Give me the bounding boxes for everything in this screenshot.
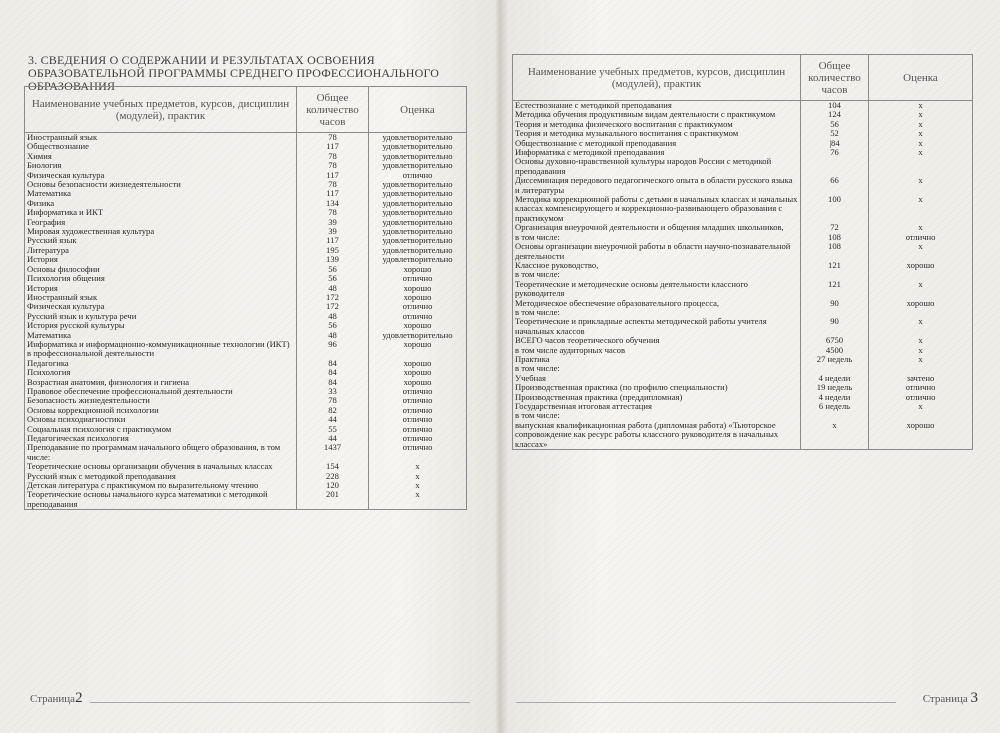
hours-cell: 4500 xyxy=(801,346,869,355)
grade-cell: хорошо xyxy=(369,340,467,359)
subject-cell: Мировая художественная культура xyxy=(25,227,297,236)
table-row xyxy=(25,199,467,208)
grade-cell: х xyxy=(869,402,973,411)
subject-cell: Основы духовно-нравственной культуры народов России с методикой преподавания xyxy=(513,157,801,176)
hours-cell xyxy=(801,157,869,176)
table-row xyxy=(25,302,467,311)
subject-cell: Русский язык xyxy=(25,236,297,245)
grade-cell: удовлетворительно xyxy=(369,133,467,143)
subject-cell: в том числе: xyxy=(513,270,801,279)
hours-cell: 90 xyxy=(801,299,869,308)
grade-cell: отлично xyxy=(369,406,467,415)
page-footer xyxy=(30,690,83,707)
grade-cell: хорошо xyxy=(369,265,467,274)
subject-cell: Педагогика xyxy=(25,359,297,368)
grade-cell: отлично xyxy=(369,387,467,396)
subject-cell: Физическая культура xyxy=(25,171,297,180)
table-row xyxy=(513,402,973,411)
grade-cell: отлично xyxy=(869,233,973,242)
grade-cell xyxy=(869,157,973,176)
subject-cell: в том числе: xyxy=(513,233,801,242)
subject-cell: Информатика и ИКТ xyxy=(25,208,297,217)
table-row xyxy=(513,101,973,111)
hours-cell: 84 xyxy=(297,368,369,377)
grade-cell: хорошо xyxy=(369,284,467,293)
grade-cell: отлично xyxy=(369,171,467,180)
hours-cell: 52 xyxy=(801,129,869,138)
hours-cell: 228 xyxy=(297,472,369,481)
subject-cell: Основы психодиагностики xyxy=(25,415,297,424)
hours-cell: х xyxy=(801,421,869,450)
subject-cell: Теоретические и прикладные аспекты методической работы учителя начальных классов xyxy=(513,317,801,336)
hours-cell: 4 недели xyxy=(801,393,869,402)
table-row xyxy=(513,336,973,345)
table-row xyxy=(513,139,973,148)
hours-cell: 39 xyxy=(297,218,369,227)
table-row xyxy=(513,233,973,242)
grade-cell xyxy=(869,270,973,279)
table-row xyxy=(513,148,973,157)
hours-cell: 78 xyxy=(297,208,369,217)
table-row xyxy=(25,161,467,170)
table-row xyxy=(25,312,467,321)
table-row xyxy=(513,393,973,402)
hours-cell: 117 xyxy=(297,236,369,245)
hours-cell: 19 недель xyxy=(801,383,869,392)
table-row xyxy=(25,293,467,302)
grade-cell: удовлетворительно xyxy=(369,189,467,198)
subject-cell: Детская литература с практикумом по выразительному чтению xyxy=(25,481,297,490)
subject-cell: Русский язык с методикой преподавания xyxy=(25,472,297,481)
table-row xyxy=(513,242,973,261)
table-row xyxy=(25,265,467,274)
table-row xyxy=(513,120,973,129)
hours-cell: 66 xyxy=(801,176,869,195)
hours-cell: 201 xyxy=(297,490,369,509)
grade-cell: х xyxy=(869,176,973,195)
hours-cell: 121 xyxy=(801,280,869,299)
grade-cell: х xyxy=(869,129,973,138)
subject-cell: Биология xyxy=(25,161,297,170)
hours-cell: 117 xyxy=(297,142,369,151)
grade-cell: хорошо xyxy=(369,368,467,377)
header-grade: Оценка xyxy=(369,87,467,133)
footer-label: Страница xyxy=(922,693,968,705)
hours-cell xyxy=(801,364,869,373)
footer-label: Страница xyxy=(30,693,76,705)
grade-cell: отлично xyxy=(369,396,467,405)
subject-cell: Физика xyxy=(25,199,297,208)
grade-cell: удовлетворительно xyxy=(369,142,467,151)
page-number: 2 xyxy=(75,690,83,706)
subject-cell: Производственная практика (преддипломная) xyxy=(513,393,801,402)
table-row xyxy=(513,355,973,364)
hours-cell: 78 xyxy=(297,152,369,161)
subject-cell: Психология xyxy=(25,368,297,377)
table-row xyxy=(513,346,973,355)
hours-cell xyxy=(801,308,869,317)
hours-cell: 44 xyxy=(297,434,369,443)
table-row xyxy=(25,180,467,189)
hours-cell: 84 xyxy=(297,359,369,368)
subject-cell: Возрастная анатомия, физиология и гигиена xyxy=(25,378,297,387)
hours-cell: 172 xyxy=(297,302,369,311)
grade-cell: хорошо xyxy=(369,378,467,387)
subject-cell: Организация внеурочной деятельности и общения младших школьников, xyxy=(513,223,801,232)
grade-cell: удовлетворительно xyxy=(369,227,467,236)
header-subject: Наименование учебных предметов, курсов, дисциплин (модулей), практик xyxy=(25,87,297,133)
hours-cell: 78 xyxy=(297,180,369,189)
subject-cell: Информатика с методикой преподавания xyxy=(513,148,801,157)
subject-cell: в том числе: xyxy=(513,364,801,373)
footer-line xyxy=(516,702,896,703)
header-grade: Оценка xyxy=(869,55,973,101)
hours-cell: 33 xyxy=(297,387,369,396)
subject-cell: История xyxy=(25,284,297,293)
grade-cell: х xyxy=(869,355,973,364)
hours-cell: |84 xyxy=(801,139,869,148)
page-number: 3 xyxy=(970,690,978,706)
table-row xyxy=(513,110,973,119)
subject-cell: Теоретические и методические основы деятельности классного руководителя xyxy=(513,280,801,299)
subject-cell: Физическая культура xyxy=(25,302,297,311)
table-row xyxy=(25,434,467,443)
subject-cell: Классное руководство, xyxy=(513,261,801,270)
grade-cell: х xyxy=(869,148,973,157)
page-footer xyxy=(923,690,978,707)
grade-cell: х xyxy=(869,280,973,299)
subject-cell: Математика xyxy=(25,189,297,198)
footer-line xyxy=(90,702,470,703)
table-row xyxy=(513,299,973,308)
table-row xyxy=(25,142,467,151)
subject-cell: в том числе аудиторных часов xyxy=(513,346,801,355)
hours-cell: 108 xyxy=(801,233,869,242)
subject-cell: Преподавание по программам начального общего образования, в том числе: xyxy=(25,443,297,462)
table-row xyxy=(25,246,467,255)
table-row xyxy=(513,308,973,317)
table-row xyxy=(25,396,467,405)
table-row xyxy=(25,378,467,387)
hours-cell: 90 xyxy=(801,317,869,336)
subject-cell: Методическое обеспечение образовательного процесса, xyxy=(513,299,801,308)
subject-cell: Обществознание с методикой преподавания xyxy=(513,139,801,148)
hours-cell: 44 xyxy=(297,415,369,424)
table-row xyxy=(513,383,973,392)
subject-cell: Правовое обеспечение профессиональной деятельности xyxy=(25,387,297,396)
subject-cell: Социальная психология с практикумом xyxy=(25,425,297,434)
subject-cell: в том числе: xyxy=(513,308,801,317)
table-row xyxy=(25,133,467,143)
table-row xyxy=(25,359,467,368)
subject-cell: История xyxy=(25,255,297,264)
grade-cell: х xyxy=(369,472,467,481)
subject-cell: Теоретические основы организации обучения в начальных классах xyxy=(25,462,297,471)
table-row xyxy=(513,364,973,373)
subject-cell: Иностранный язык xyxy=(25,293,297,302)
grade-cell: х xyxy=(869,336,973,345)
grade-cell: удовлетворительно xyxy=(369,218,467,227)
hours-cell: 172 xyxy=(297,293,369,302)
subject-cell: Основы коррекционной психологии xyxy=(25,406,297,415)
grade-cell: хорошо xyxy=(869,261,973,270)
subject-cell: ВСЕГО часов теоретического обучения xyxy=(513,336,801,345)
subject-cell: История русской культуры xyxy=(25,321,297,330)
table-row xyxy=(513,280,973,299)
hours-cell: 48 xyxy=(297,284,369,293)
grade-cell: х xyxy=(869,139,973,148)
subject-cell: Теория и методика физического воспитания с практикумом xyxy=(513,120,801,129)
table-row xyxy=(25,425,467,434)
table-row xyxy=(25,462,467,471)
subject-cell: Обществознание xyxy=(25,142,297,151)
subject-cell: Практика xyxy=(513,355,801,364)
hours-cell: 104 xyxy=(801,101,869,111)
grade-cell: х xyxy=(869,242,973,261)
table-row xyxy=(513,195,973,223)
grade-cell: хорошо xyxy=(369,359,467,368)
table-row xyxy=(25,406,467,415)
hours-cell: 96 xyxy=(297,340,369,359)
hours-cell: 48 xyxy=(297,312,369,321)
grade-cell: хорошо xyxy=(869,299,973,308)
header-hours: Общее количество часов xyxy=(297,87,369,133)
right-table-body xyxy=(513,101,973,450)
hours-cell: 1437 xyxy=(297,443,369,462)
table-row xyxy=(25,227,467,236)
subject-cell: Основы безопасности жизнедеятельности xyxy=(25,180,297,189)
hours-cell: 117 xyxy=(297,171,369,180)
table-row xyxy=(513,223,973,232)
subject-cell: Математика xyxy=(25,331,297,340)
grade-cell: х xyxy=(869,195,973,223)
hours-cell: 6 недель xyxy=(801,402,869,411)
subject-cell: Русский язык и культура речи xyxy=(25,312,297,321)
grade-cell: отлично xyxy=(369,312,467,321)
grade-cell: зачтено xyxy=(869,374,973,383)
grade-cell xyxy=(869,308,973,317)
subject-cell: Государственная итоговая аттестация xyxy=(513,402,801,411)
subject-cell: Основы философии xyxy=(25,265,297,274)
grade-cell: удовлетворительно xyxy=(369,255,467,264)
hours-cell: 56 xyxy=(801,120,869,129)
subject-cell: Безопасность жизнедеятельности xyxy=(25,396,297,405)
table-row xyxy=(513,317,973,336)
hours-cell: 139 xyxy=(297,255,369,264)
table-row xyxy=(25,218,467,227)
table-row xyxy=(513,176,973,195)
subject-cell: Диссеминация передового педагогического опыта в области русского языка и литературы xyxy=(513,176,801,195)
subject-cell: в том числе: xyxy=(513,411,801,420)
grade-cell: х xyxy=(369,490,467,509)
table-row xyxy=(25,236,467,245)
hours-cell: 4 недели xyxy=(801,374,869,383)
table-row xyxy=(25,189,467,198)
hours-cell: 55 xyxy=(297,425,369,434)
hours-cell: 76 xyxy=(801,148,869,157)
hours-cell: 117 xyxy=(297,189,369,198)
hours-cell: 72 xyxy=(801,223,869,232)
table-row xyxy=(25,274,467,283)
table-row xyxy=(25,152,467,161)
grade-cell: х xyxy=(869,110,973,119)
subject-cell: Психология общения xyxy=(25,274,297,283)
hours-cell: 195 xyxy=(297,246,369,255)
table-row xyxy=(513,129,973,138)
table-row xyxy=(25,490,467,509)
grade-cell: удовлетворительно xyxy=(369,236,467,245)
table-row xyxy=(513,411,973,420)
grade-cell: хорошо xyxy=(369,293,467,302)
table-row xyxy=(25,443,467,462)
grade-cell: отлично xyxy=(369,425,467,434)
left-page xyxy=(0,0,496,733)
table-row xyxy=(25,255,467,264)
hours-cell: 56 xyxy=(297,274,369,283)
subject-cell: Производственная практика (по профилю специальности) xyxy=(513,383,801,392)
table-row xyxy=(25,321,467,330)
hours-cell: 120 xyxy=(297,481,369,490)
grade-cell: удовлетворительно xyxy=(369,152,467,161)
hours-cell: 134 xyxy=(297,199,369,208)
hours-cell: 78 xyxy=(297,161,369,170)
subject-cell: Педагогическая психология xyxy=(25,434,297,443)
hours-cell: 84 xyxy=(297,378,369,387)
grade-cell: отлично xyxy=(369,443,467,462)
table-row xyxy=(25,208,467,217)
subject-cell: Химия xyxy=(25,152,297,161)
subject-cell: География xyxy=(25,218,297,227)
hours-cell: 48 xyxy=(297,331,369,340)
grade-cell: х xyxy=(369,462,467,471)
right-grades-table xyxy=(512,54,973,450)
table-row xyxy=(513,374,973,383)
subject-cell: Теоретические основы начального курса математики с методикой преподавания xyxy=(25,490,297,509)
grade-cell: хорошо xyxy=(369,321,467,330)
subject-cell: Информатика и информационно-коммуникационные технологии (ИКТ) в профессиональной деятельности xyxy=(25,340,297,359)
hours-cell: 82 xyxy=(297,406,369,415)
grade-cell: удовлетворительно xyxy=(369,161,467,170)
grade-cell: отлично xyxy=(369,274,467,283)
grade-cell: х xyxy=(869,223,973,232)
grade-cell xyxy=(869,364,973,373)
hours-cell: 100 xyxy=(801,195,869,223)
header-hours: Общее количество часов xyxy=(801,55,869,101)
table-row xyxy=(513,261,973,270)
subject-cell: Теория и методика музыкального воспитания с практикумом xyxy=(513,129,801,138)
table-row xyxy=(25,340,467,359)
table-row xyxy=(25,481,467,490)
grade-cell: удовлетворительно xyxy=(369,208,467,217)
grade-cell: удовлетворительно xyxy=(369,331,467,340)
hours-cell: 78 xyxy=(297,396,369,405)
section-title: 3. СВЕДЕНИЯ О СОДЕРЖАНИИ И РЕЗУЛЬТАТАХ ОСВОЕНИЯ ОБРАЗОВАТЕЛЬНОЙ ПРОГРАММЫ СРЕДНЕГО ПРОФЕССИОНАЛЬНОГО ОБРАЗОВАНИЯ xyxy=(28,53,440,93)
table-row xyxy=(513,157,973,176)
hours-cell: 124 xyxy=(801,110,869,119)
hours-cell: 56 xyxy=(297,265,369,274)
grade-cell: х xyxy=(869,317,973,336)
table-row xyxy=(25,472,467,481)
grade-cell: удовлетворительно xyxy=(369,180,467,189)
grade-cell: хорошо xyxy=(869,421,973,450)
left-grades-table xyxy=(24,86,467,510)
grade-cell: х xyxy=(869,346,973,355)
table-row xyxy=(513,270,973,279)
hours-cell xyxy=(801,411,869,420)
subject-cell: Основы организации внеурочной работы в области научно-познавательной деятельности xyxy=(513,242,801,261)
hours-cell: 78 xyxy=(297,133,369,143)
table-row xyxy=(25,331,467,340)
grade-cell: удовлетворительно xyxy=(369,199,467,208)
grade-cell: отлично xyxy=(369,302,467,311)
table-row xyxy=(25,171,467,180)
hours-cell xyxy=(801,270,869,279)
subject-cell: выпускная квалификационная работа (дипломная работа) «Тьюторское сопровождение как ресурс работы классного руководителя в начальных классах» xyxy=(513,421,801,450)
subject-cell: Естествознание с методикой преподавания xyxy=(513,101,801,111)
hours-cell: 154 xyxy=(297,462,369,471)
table-row xyxy=(25,284,467,293)
grade-cell: отлично xyxy=(869,383,973,392)
subject-cell: Учебная xyxy=(513,374,801,383)
hours-cell: 27 недель xyxy=(801,355,869,364)
table-row xyxy=(25,368,467,377)
subject-cell: Иностранный язык xyxy=(25,133,297,143)
grade-cell: х xyxy=(869,101,973,111)
subject-cell: Методика коррекционной работы с детьми в начальных классах и начальных классах компенсирующего и коррекционно-развивающего образования с практикумом xyxy=(513,195,801,223)
grade-cell: отлично xyxy=(869,393,973,402)
hours-cell: 121 xyxy=(801,261,869,270)
grade-cell: х xyxy=(369,481,467,490)
grade-cell xyxy=(869,411,973,420)
grade-cell: удовлетворительно xyxy=(369,246,467,255)
hours-cell: 6750 xyxy=(801,336,869,345)
left-table-body xyxy=(25,133,467,510)
table-row xyxy=(513,421,973,450)
subject-cell: Литература xyxy=(25,246,297,255)
hours-cell: 56 xyxy=(297,321,369,330)
header-subject: Наименование учебных предметов, курсов, дисциплин (модулей), практик xyxy=(513,55,801,101)
table-row xyxy=(25,415,467,424)
grade-cell: отлично xyxy=(369,434,467,443)
table-row xyxy=(25,387,467,396)
grade-cell: х xyxy=(869,120,973,129)
right-page xyxy=(504,0,1000,733)
grade-cell: отлично xyxy=(369,415,467,424)
subject-cell: Методика обучения продуктивным видам деятельности с практикумом xyxy=(513,110,801,119)
hours-cell: 108 xyxy=(801,242,869,261)
hours-cell: 39 xyxy=(297,227,369,236)
